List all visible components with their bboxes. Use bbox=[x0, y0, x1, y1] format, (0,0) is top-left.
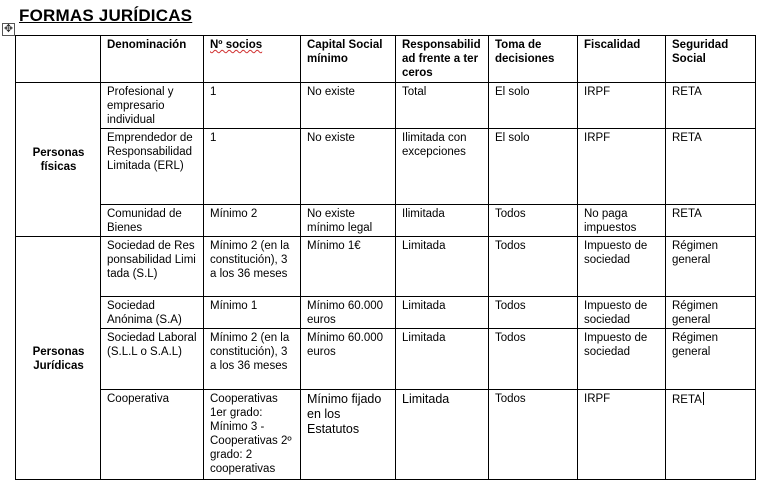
cell-decisiones: El solo bbox=[489, 83, 578, 129]
cell-socios: Cooperativas 1er grado: Mínimo 3 - Cooperativas 2º grado: 2 cooperativas bbox=[204, 390, 301, 480]
header-fiscalidad: Fiscalidad bbox=[578, 36, 666, 83]
table-row bbox=[16, 297, 756, 329]
header-responsabilidad: Responsabilidad frente a terceros bbox=[396, 36, 489, 83]
cell-fiscalidad: Impuesto de sociedad bbox=[578, 329, 666, 390]
cell-decisiones: Todos bbox=[489, 297, 578, 329]
header-group bbox=[16, 36, 101, 83]
cell-capital: Mínimo 1€ bbox=[301, 237, 396, 297]
cell-decisiones: Todos bbox=[489, 390, 578, 480]
cell-seguridad: RETA bbox=[666, 205, 756, 237]
cell-capital: Mínimo 60.000 euros bbox=[301, 297, 396, 329]
cell-denominacion: Sociedad Anónima (S.A) bbox=[101, 297, 204, 329]
cell-seguridad: Régimen general bbox=[666, 297, 756, 329]
cell-capital: Mínimo fijado en los Estatutos bbox=[301, 390, 396, 480]
cell-denominacion: Emprendedor de Responsabilidad Limitada (ERL) bbox=[101, 129, 204, 205]
cell-responsabilidad: Ilimitada bbox=[396, 205, 489, 237]
cell-decisiones: Todos bbox=[489, 205, 578, 237]
cell-fiscalidad: Impuesto de sociedad bbox=[578, 297, 666, 329]
cell-decisiones: El solo bbox=[489, 129, 578, 205]
cell-seguridad: Régimen general bbox=[666, 329, 756, 390]
cell-socios: Mínimo 2 (en la constitución), 3 a los 36 meses bbox=[204, 329, 301, 390]
table-row bbox=[16, 129, 756, 205]
cell-socios: Mínimo 1 bbox=[204, 297, 301, 329]
cell-denominacion: Comunidad de Bienes bbox=[101, 205, 204, 237]
cell-seguridad[interactable] bbox=[666, 390, 756, 480]
cell-denominacion: Cooperativa bbox=[101, 390, 204, 480]
document-title: FORMAS JURÍDICAS bbox=[19, 6, 193, 25]
cell-responsabilidad: Limitada bbox=[396, 390, 489, 480]
cell-fiscalidad: IRPF bbox=[578, 129, 666, 205]
cell-responsabilidad: Limitada bbox=[396, 237, 489, 297]
header-socios-label: Nº socios bbox=[210, 39, 263, 51]
cell-denominacion: Sociedad de Responsabilidad Limitada (S.L) bbox=[101, 237, 204, 297]
cell-fiscalidad: No paga impuestos bbox=[578, 205, 666, 237]
cell-fiscalidad: Impuesto de sociedad bbox=[578, 237, 666, 297]
cell-fiscalidad: IRPF bbox=[578, 83, 666, 129]
cell-decisiones: Todos bbox=[489, 237, 578, 297]
header-capital: Capital Social mínimo bbox=[301, 36, 396, 83]
table-row bbox=[16, 83, 756, 129]
cell-socios: Mínimo 2 bbox=[204, 205, 301, 237]
cell-responsabilidad: Limitada bbox=[396, 329, 489, 390]
cell-responsabilidad: Ilimitada con excepciones bbox=[396, 129, 489, 205]
header-decisiones: Toma de decisiones bbox=[489, 36, 578, 83]
table-row bbox=[16, 329, 756, 390]
move-arrows-icon[interactable]: ✥ bbox=[3, 23, 14, 35]
cell-socios: 1 bbox=[204, 83, 301, 129]
cell-denominacion: Sociedad Laboral (S.L.L o S.A.L) bbox=[101, 329, 204, 390]
group-personas-juridicas: Personas Jurídicas bbox=[16, 237, 101, 480]
cell-socios: Mínimo 2 (en la constitución), 3 a los 36 meses bbox=[204, 237, 301, 297]
cell-fiscalidad: IRPF bbox=[578, 390, 666, 480]
formas-juridicas-table bbox=[15, 35, 756, 480]
cell-socios: 1 bbox=[204, 129, 301, 205]
cell-seguridad: RETA bbox=[666, 83, 756, 129]
text-cursor bbox=[703, 392, 704, 405]
table-row bbox=[16, 205, 756, 237]
header-row bbox=[16, 36, 756, 83]
cell-capital: No existe bbox=[301, 129, 396, 205]
header-seguridad: Seguridad Social bbox=[666, 36, 756, 83]
table-row bbox=[16, 390, 756, 480]
cell-capital: Mínimo 60.000 euros bbox=[301, 329, 396, 390]
cell-capital: No existe bbox=[301, 83, 396, 129]
cell-seguridad: Régimen general bbox=[666, 237, 756, 297]
table-row bbox=[16, 237, 756, 297]
header-socios bbox=[204, 36, 301, 83]
cell-responsabilidad: Total bbox=[396, 83, 489, 129]
cell-decisiones: Todos bbox=[489, 329, 578, 390]
cell-responsabilidad: Limitada bbox=[396, 297, 489, 329]
group-personas-fisicas: Personas físicas bbox=[16, 83, 101, 237]
header-denominacion: Denominación bbox=[101, 36, 204, 83]
cell-capital: No existe mínimo legal bbox=[301, 205, 396, 237]
cell-seguridad-text: RETA bbox=[672, 394, 702, 406]
cell-denominacion: Profesional y empresario individual bbox=[101, 83, 204, 129]
cell-seguridad: RETA bbox=[666, 129, 756, 205]
